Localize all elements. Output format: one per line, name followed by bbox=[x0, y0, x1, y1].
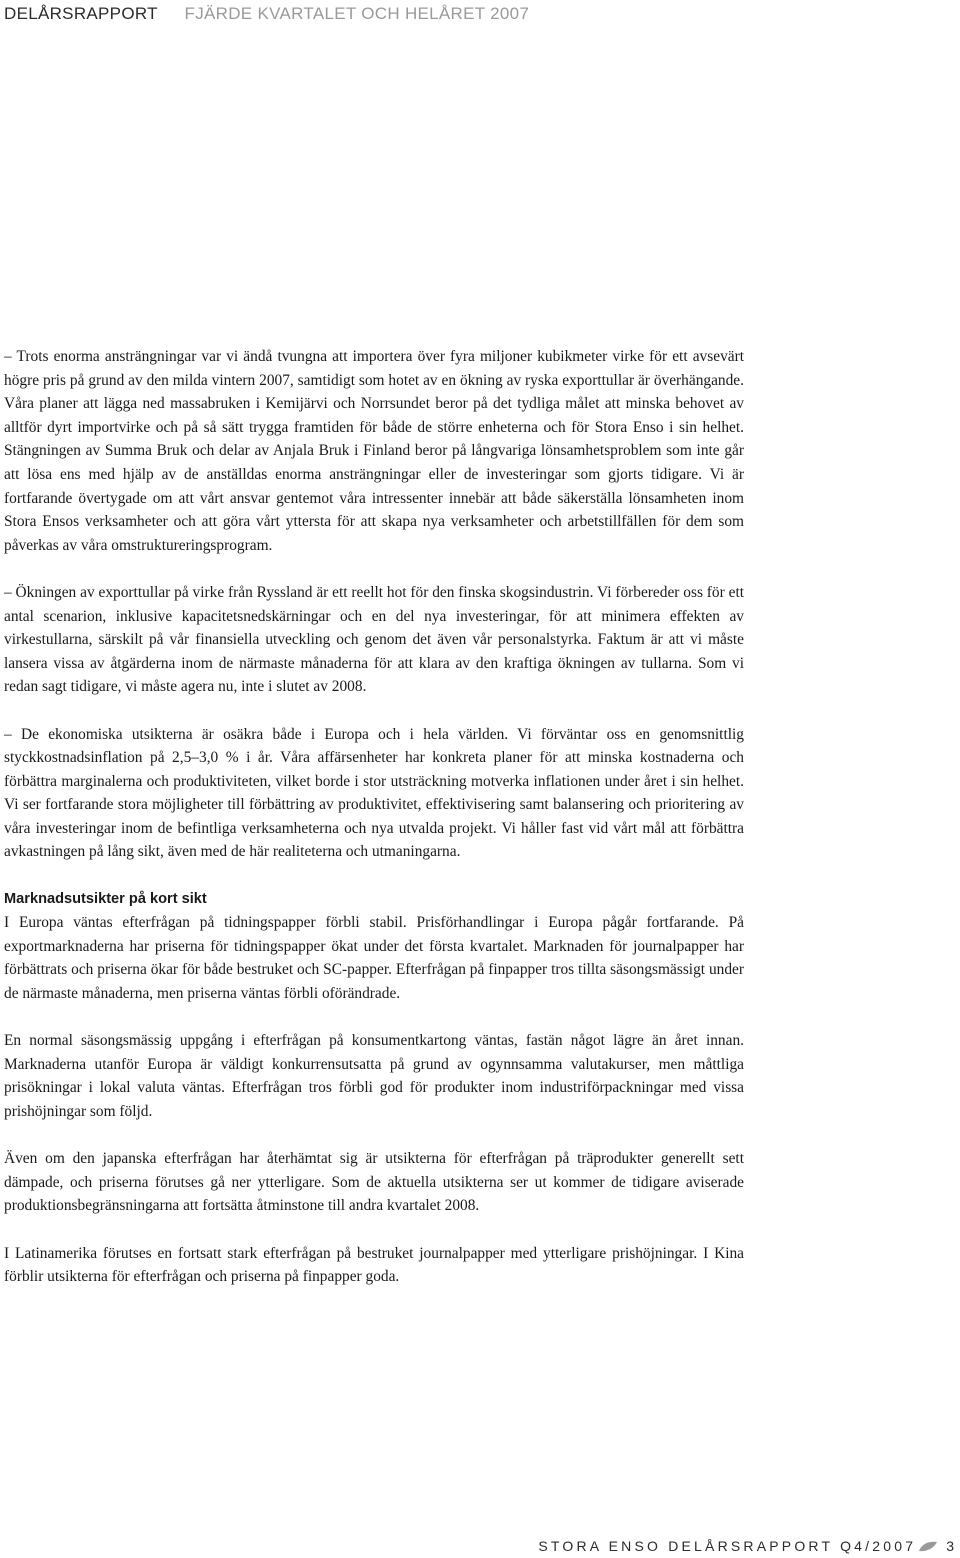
body-text bbox=[4, 345, 744, 1312]
page-header bbox=[4, 4, 529, 24]
paragraph-3: – De ekonomiska utsikterna är osäkra både i Europa och i hela världen. Vi förväntar oss en genomsnittlig styckkostnadsinflation på 2,5–3,0 % i år. Våra affärsenheter har konkreta planer för att minska kostnaderna och förbättra marginalerna och produktiviteten, vilket borde i stor utsträckning motverka inflationen under året i sin helhet. Vi ser fortfarande stora möjligheter till förbättring av produktivitet, effektivisering samt balansering och prioritering av våra investeringar inom de befintliga verksamheterna och nya utvalda projekt. Vi håller fast vid vårt mål att förbättra avkastningen på lång sikt, även med de här realiteterna och utmaningarna. bbox=[4, 725, 744, 861]
section-paragraph-3: Även om den japanska efterfrågan har återhämtat sig är utsikterna för efterfrågan på träprodukter generellt sett dämpade, och priserna förutses gå ner ytterligare. Som de aktuella utsikterna ser ut kommer de tidigare aviserade produktionsbegränsningarna att fortsätta åtminstone till andra kvartalet 2008. bbox=[4, 1150, 744, 1215]
report-subtitle: FJÄRDE KVARTALET OCH HELÅRET 2007 bbox=[184, 4, 530, 23]
page-footer bbox=[538, 1538, 954, 1554]
leaf-icon bbox=[918, 1541, 938, 1552]
section-paragraph-2: En normal säsongsmässig uppgång i efterfrågan på konsumentkartong väntas, fastän något lägre än året innan. Marknaderna utanför Europa är väldigt konkurrensutsatta på grund av ogynnsamma valutakurser, men måttliga prisökningar i lokal valuta väntas. Efterfrågan tros förbli god för produkter inom industriförpackningar med vissa prishöjningar som följd. bbox=[4, 1032, 744, 1120]
section-heading: Marknadsutsikter på kort sikt bbox=[4, 890, 207, 907]
section-paragraph-1: I Europa väntas efterfrågan på tidningspapper förbli stabil. Prisförhandlingar i Europa pågår fortfarande. På exportmarknaderna har priserna för tidningspapper ökat under det första kvartalet. Marknaden för journalpapper har förbättrats och priserna ökar för både bestruket och SC-papper. Efterfrågan på finpapper tros tillta säsongsmässigt under de närmaste månaderna, men priserna väntas förbli oförändrade. bbox=[4, 914, 744, 1003]
section-paragraph-4: I Latinamerika förutses en fortsatt stark efterfrågan på bestruket journalpapper med ytterligare prishöjningar. I Kina förblir utsikterna för efterfrågan och priserna på finpapper goda. bbox=[4, 1244, 744, 1286]
page-number: 3 bbox=[946, 1538, 954, 1554]
report-title: DELÅRSRAPPORT bbox=[4, 4, 158, 23]
paragraph-1: – Trots enorma ansträngningar var vi ändå tvungna att importera över fyra miljoner kubikmeter virke för ett avsevärt högre pris på grund av den milda vintern 2007, samtidigt som hotet av en ökning av ryska exporttullar är överhängande. Våra planer att lägga ned massabruken i Kemijärvi och Norrsundet beror på det tydliga målet att minska behovet av alltför dyrt importvirke och på så sätt trygga framtiden för både de större enheterna och för Stora Enso i sin helhet. Stängningen av Summa Bruk och delar av Anjala Bruk i Finland beror på långvariga lönsamhetsproblem som inte går att lösa ens med hjälp av de anställdas enorma ansträngningar eller de investeringar som gjorts tidigare. Vi är fortfarande övertygade om att vårt ansvar gentemot våra intressenter innebär att både säkerställa lönsamheten inom Stora Ensos verksamheter och att göra vårt yttersta för att skapa nya verksamheter och arbetstillfällen för dem som påverkas av våra omstruktureringsprogram. bbox=[4, 348, 744, 554]
paragraph-2: – Ökningen av exporttullar på virke från Ryssland är ett reellt hot för den finska skogsindustrin. Vi förbereder oss för ett antal scenarion, inklusive kapacitetsnedskärningar och en del nya investeringar, för att minimera effekten av virkestullarna, särskilt på vår finansiella utveckling och genom det även vår personalstyrka. Faktum är att vi måste lansera vissa av åtgärderna inom de närmaste månaderna för att klara av den kraftiga ökningen av tullarna. Som vi redan sagt tidigare, vi måste agera nu, inte i slutet av 2008. bbox=[4, 583, 744, 696]
footer-label: STORA ENSO DELÅRSRAPPORT Q4/2007 bbox=[538, 1538, 917, 1554]
